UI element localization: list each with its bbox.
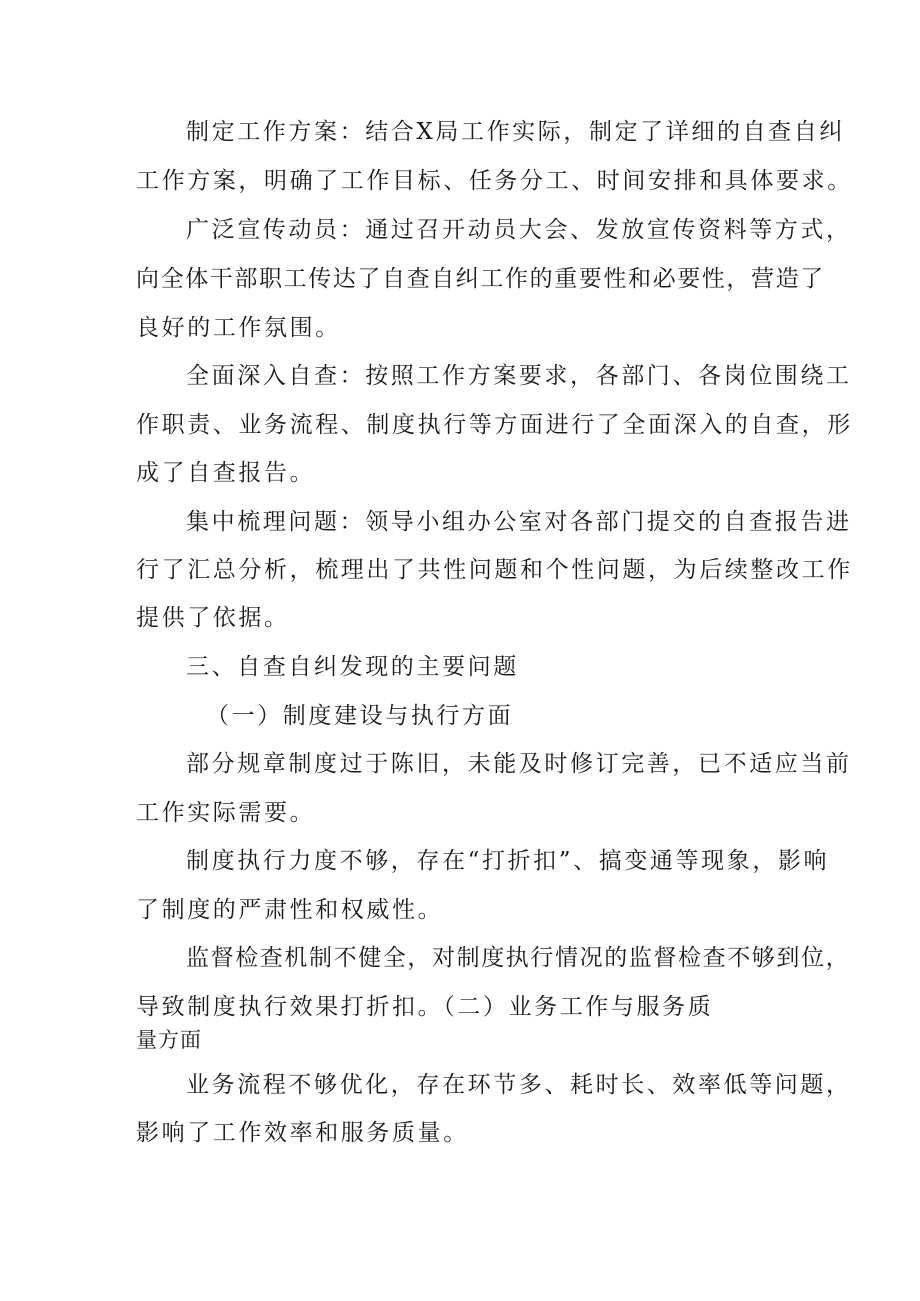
paragraph-line: 监督检查机制不健全，对制度执行情况的监督检查不够到位，	[186, 945, 851, 971]
paragraph-line: 导致制度执行效果打折扣。（二）业务工作与服务质	[136, 994, 714, 1020]
paragraph-line: 向全体干部职工传达了自查自纠工作的重要性和必要性，营造了	[136, 266, 825, 292]
paragraph-line: 业务流程不够优化，存在环节多、耗时长、效率低等问题，	[186, 1072, 852, 1098]
paragraph-line: 广泛宣传动员：通过召开动员大会、发放宣传资料等方式，	[186, 217, 852, 243]
section-heading: 三、自查自纠发现的主要问题	[186, 654, 519, 680]
paragraph-line: 影响了工作效率和服务质量。	[136, 1120, 469, 1146]
paragraph-line: 制定工作方案：结合X局工作实际，制定了详细的自查自纠	[186, 119, 845, 145]
paragraph-line: 部分规章制度过于陈旧，未能及时修订完善，已不适应当前	[186, 751, 852, 777]
paragraph-line: 量方面	[136, 1028, 202, 1052]
paragraph-line: 行了汇总分析，梳理出了共性问题和个性问题，为后续整改工作	[136, 557, 853, 583]
paragraph-line: 工作方案，明确了工作目标、任务分工、时间安排和具体要求。	[136, 168, 853, 194]
paragraph-line: 良好的工作氛围。	[136, 315, 341, 341]
paragraph-line: 全面深入自查：按照工作方案要求，各部门、各岗位围绕工	[186, 363, 852, 389]
subsection-heading: （一）制度建设与执行方面	[206, 703, 514, 729]
paragraph-line: 工作实际需要。	[136, 800, 316, 826]
paragraph-line: 作职责、业务流程、制度执行等方面进行了全面深入的自查，形	[136, 412, 853, 438]
paragraph-line: 了制度的严肃性和权威性。	[136, 897, 444, 923]
paragraph-line: 集中梳理问题：领导小组办公室对各部门提交的自查报告进	[186, 509, 852, 535]
paragraph-line: 提供了依据。	[136, 605, 290, 631]
paragraph-line: 成了自查报告。	[136, 460, 316, 486]
paragraph-line: 制度执行力度不够，存在“打折扣”、搞变通等现象，影响	[186, 848, 830, 874]
